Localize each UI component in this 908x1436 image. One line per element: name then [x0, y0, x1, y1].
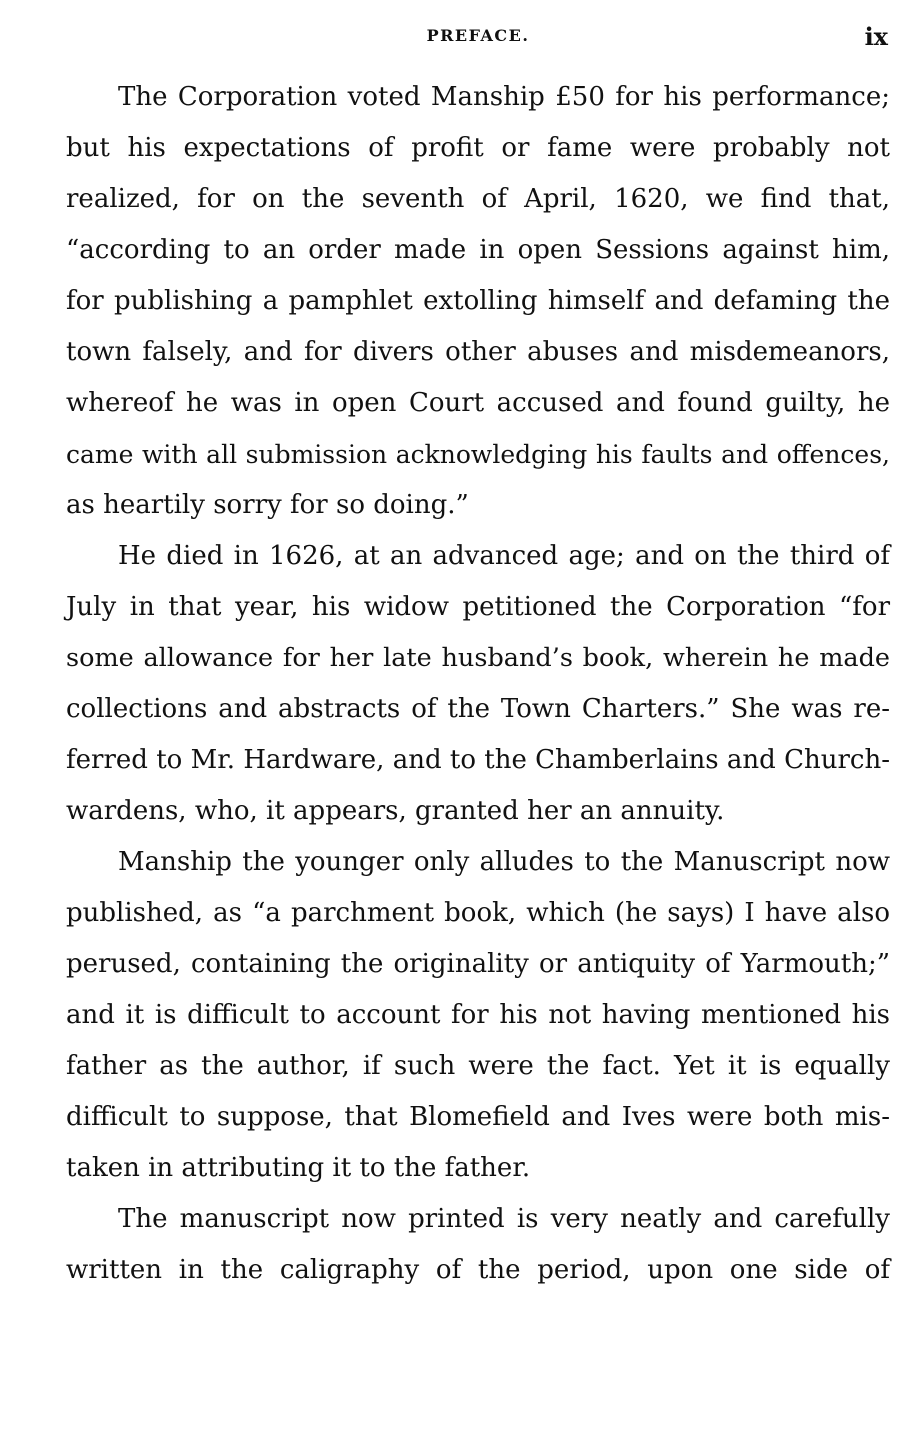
running-head: PREFACE.: [426, 26, 530, 45]
page-number: ix: [864, 22, 888, 51]
text-line: wardens, who, it appears, granted her an annuity.: [66, 796, 725, 826]
body-text: [66, 72, 890, 1296]
text-line: written in the caligraphy of the period, upon one side of: [66, 1255, 890, 1285]
text-line: The Corporation voted Manship £50 for his performance;: [118, 82, 890, 112]
text-line: realized, for on the seventh of April, 1620, we find that,: [66, 184, 890, 214]
text-line: He died in 1626, at an advanced age; and on the third of: [118, 541, 890, 571]
text-line: difficult to suppose, that Blomefield and Ives were both mis-: [66, 1102, 890, 1132]
text-line: July in that year, his widow petitioned the Corporation “for: [66, 592, 890, 622]
text-line: whereof he was in open Court accused and found guilty, he: [66, 388, 890, 418]
paragraph: [66, 531, 890, 837]
text-line: perused, containing the originality or antiquity of Yarmouth;”: [66, 949, 890, 979]
text-line: collections and abstracts of the Town Charters.” She was re-: [66, 694, 890, 724]
text-line: as heartily sorry for so doing.”: [66, 490, 469, 520]
text-line: ferred to Mr. Hardware, and to the Chamberlains and Church-: [66, 745, 890, 775]
text-line: some allowance for her late husband’s book, wherein he made: [66, 643, 890, 673]
paragraph: [66, 837, 890, 1194]
paragraph: [66, 1194, 890, 1296]
text-line: but his expectations of profit or fame were probably not: [66, 133, 890, 163]
text-line: town falsely, and for divers other abuses and misdemeanors,: [66, 337, 890, 367]
text-line: came with all submission acknowledging his faults and offences,: [66, 440, 890, 469]
text-line: Manship the younger only alludes to the Manuscript now: [118, 847, 890, 877]
text-line: “according to an order made in open Sessions against him,: [66, 235, 890, 265]
text-line: The manuscript now printed is very neatly and carefully: [118, 1204, 890, 1234]
page-header: [66, 24, 890, 54]
text-line: and it is difficult to account for his not having mentioned his: [66, 1000, 890, 1030]
text-line: published, as “a parchment book, which (he says) I have also: [66, 898, 890, 928]
text-line: taken in attributing it to the father.: [66, 1153, 531, 1183]
text-line: father as the author, if such were the fact. Yet it is equally: [66, 1051, 890, 1081]
paragraph: [66, 72, 890, 531]
text-line: for publishing a pamphlet extolling himself and defaming the: [66, 286, 890, 316]
